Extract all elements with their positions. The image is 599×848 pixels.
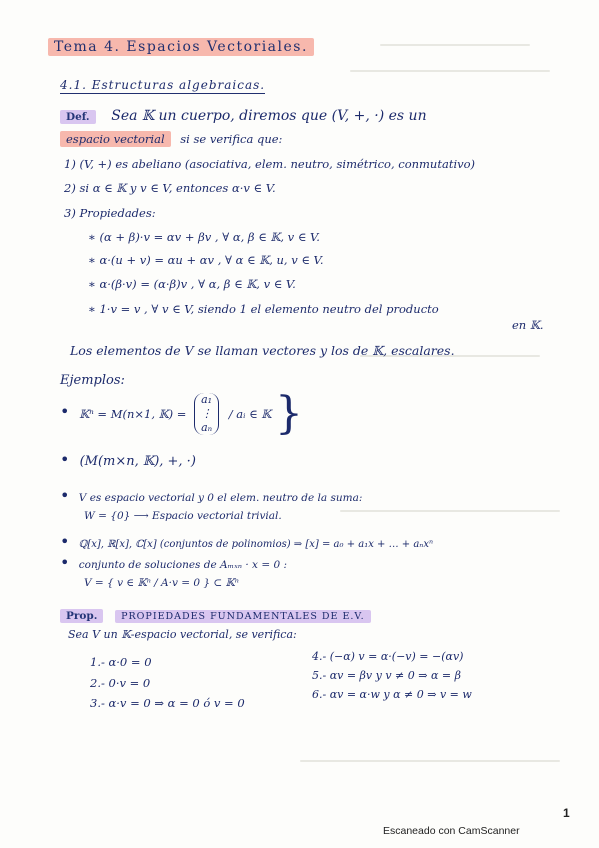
- vector-entry: aₙ: [201, 421, 213, 434]
- example-2-text: (M(m×n, 𝕂), +, ·): [79, 454, 196, 469]
- scanner-watermark: Escaneado con CamScanner: [383, 825, 520, 837]
- properties-heading: [60, 608, 371, 622]
- bullet-icon: •: [60, 450, 70, 469]
- definition-continuation: si se verifica que:: [180, 132, 283, 146]
- property-item: 6.- αv = α·w y α ≠ 0 ⇒ v = w: [312, 688, 472, 701]
- property-line: ∗ (α + β)·v = αv + βv , ∀ α, β ∈ 𝕂, v ∈ V.: [88, 230, 320, 244]
- property-line: ∗ 1·v = v , ∀ v ∈ V, siendo 1 el elemento neutro del producto: [88, 302, 439, 316]
- definition-line-2: [60, 132, 282, 146]
- vector-space-term: espacio vectorial: [60, 131, 171, 147]
- example-4: [60, 532, 433, 551]
- section-heading: 4.1. Estructuras algebraicas.: [60, 78, 266, 92]
- property-line: ∗ α·(u + v) = αu + αv , ∀ α ∈ 𝕂, u, v ∈ V.: [88, 253, 324, 267]
- bullet-icon: •: [60, 553, 70, 572]
- naming-sentence: Los elementos de V se llaman vectores y los de 𝕂, escalares.: [70, 343, 455, 358]
- prop-tag: Prop.: [60, 609, 103, 623]
- definition-item: 2) si α ∈ 𝕂 y v ∈ V, entonces α·v ∈ V.: [64, 181, 276, 195]
- property-item: 3.- α·v = 0 ⇒ α = 0 ó v = 0: [90, 696, 245, 710]
- example-1-left: 𝕂ⁿ = M(n×1, 𝕂) =: [79, 407, 187, 421]
- set-close-brace: }: [274, 388, 303, 439]
- example-5: [60, 553, 287, 572]
- definition-item: 3) Propiedades:: [64, 206, 156, 220]
- page-number: 1: [563, 806, 570, 820]
- properties-intro: Sea V un 𝕂-espacio vectorial, se verifica:: [68, 628, 297, 641]
- example-4-text: ℚ[x], ℝ[x], ℂ[x] (conjuntos de polinomios) ⇒ [x] = a₀ + a₁x + … + aₙxⁿ: [78, 539, 434, 550]
- definition-text: Sea 𝕂 un cuerpo, diremos que (V, +, ·) es un: [111, 108, 427, 124]
- property-item: 4.- (−α) v = α·(−v) = −(αv): [312, 650, 464, 663]
- bleed-through-mark: [340, 510, 560, 512]
- example-5-text: conjunto de soluciones de Aₘₓₙ · x = 0 :: [78, 559, 288, 571]
- bleed-through-mark: [300, 760, 560, 762]
- bleed-through-mark: [380, 44, 530, 46]
- property-item: 2.- 0·v = 0: [90, 676, 151, 690]
- example-1: [60, 388, 303, 439]
- examples-heading: Ejemplos:: [60, 373, 125, 388]
- property-item: 1.- α·0 = 0: [90, 655, 152, 669]
- def-tag: Def.: [60, 110, 96, 124]
- bleed-through-mark: [350, 70, 550, 72]
- page-title: [48, 36, 314, 55]
- definition-item: 1) (V, +) es abeliano (asociativa, elem. neutro, simétrico, conmutativo): [64, 157, 476, 171]
- vector-entry: a₁: [201, 393, 213, 406]
- property-line: ∗ α·(β·v) = (α·β)v , ∀ α, β ∈ 𝕂, v ∈ V.: [88, 277, 296, 291]
- example-3b: W = {0} ⟶ Espacio vectorial trivial.: [84, 510, 282, 522]
- vector-entry: ⋮: [201, 407, 213, 420]
- property-tail: en 𝕂.: [512, 318, 544, 332]
- example-1-right: / aᵢ ∈ 𝕂: [228, 407, 272, 421]
- bullet-icon: •: [60, 486, 70, 505]
- properties-title: PROPIEDADES FUNDAMENTALES DE E.V.: [115, 610, 371, 623]
- column-vector: [194, 393, 219, 435]
- example-3-text: V es espacio vectorial y 0 el elem. neutro de la suma:: [78, 492, 363, 504]
- example-3: [60, 486, 362, 505]
- property-item: 5.- αv = βv y v ≠ 0 ⇒ α = β: [312, 669, 461, 682]
- bullet-icon: •: [60, 532, 70, 551]
- title-text: Tema 4. Espacios Vectoriales.: [48, 38, 314, 56]
- definition-line-1: [60, 108, 427, 124]
- example-5b: V = { v ∈ 𝕂ⁿ / A·v = 0 } ⊂ 𝕂ⁿ: [84, 577, 239, 589]
- example-2: [60, 450, 196, 469]
- bullet-icon: •: [60, 402, 70, 421]
